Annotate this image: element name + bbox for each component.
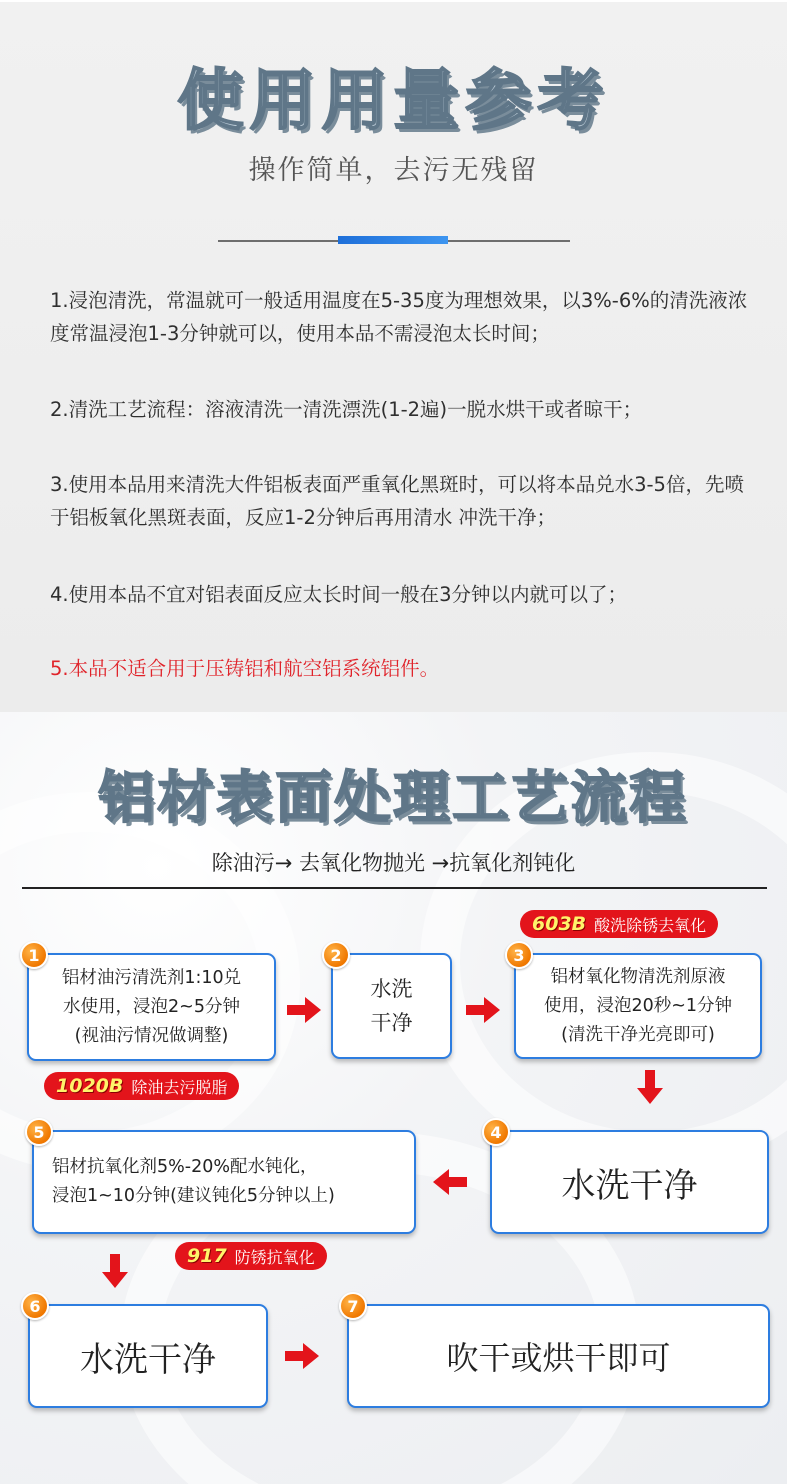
product-tag-label: 酸洗除锈去氧化: [594, 915, 707, 935]
process-step-1: [27, 953, 276, 1061]
step-text: 水洗干净: [561, 1165, 698, 1206]
usage-item-4: 4.使用本品不宜对铝表面反应太长时间一般在3分钟以内就可以了；: [50, 583, 628, 606]
arrow-down-icon: [102, 1254, 128, 1288]
usage-item-5-warning: 5.本品不适合用于压铸铝和航空铝系统铝件。: [50, 657, 440, 680]
process-step-2: [331, 953, 452, 1059]
divider-accent: [338, 236, 448, 244]
step-text: 水洗干净: [80, 1339, 216, 1380]
arrow-left-icon: [433, 1169, 467, 1195]
step-text: 水洗 干净: [370, 977, 413, 1035]
arrow-right-icon: [287, 997, 321, 1023]
process-step-4: [490, 1130, 769, 1234]
process-divider: [22, 887, 767, 889]
usage-title: 使用用量参考: [177, 62, 610, 139]
step-text: 铝材氧化物清洗剂原液 使用，浸泡20秒~1分钟 (清洗干净光亮即可): [543, 966, 733, 1045]
step-text: 铝材抗氧化剂5%-20%配水钝化， 浸泡1~10分钟(建议钝化5分钟以上): [52, 1157, 335, 1206]
usage-item-2: 2.清洗工艺流程：溶液清洗一清洗漂洗(1-2遍)一脱水烘干或者晾干；: [50, 398, 643, 421]
step-text: 铝材油污清洗剂1:10兑 水使用，浸泡2~5分钟 (视油污情况做调整): [61, 967, 242, 1046]
step-number-badge: 3: [505, 941, 533, 969]
arrow-right-icon: [285, 1343, 319, 1369]
step-number-badge: 6: [21, 1292, 49, 1320]
step-number-badge: 1: [20, 941, 48, 969]
usage-item-1: 1.浸泡清洗，常温就可一般适用温度在5-35度为理想效果，以3%-6%的清洗液浓度常温浸泡1-3分钟就可以，使用本品不需浸泡太长时间；: [50, 289, 748, 345]
product-code: 603B: [532, 913, 587, 935]
step-number-badge: 4: [482, 1118, 510, 1146]
product-tag-603b: [520, 910, 718, 938]
arrow-down-icon: [637, 1070, 663, 1104]
usage-section: [0, 0, 787, 712]
step-text: 吹干或烘干即可: [446, 1339, 671, 1377]
product-code: 917: [187, 1245, 227, 1267]
process-step-3: [514, 953, 762, 1059]
process-section: [0, 712, 787, 1484]
product-tag-1020b: [44, 1072, 239, 1100]
step-number-badge: 7: [339, 1292, 367, 1320]
process-step-5: [32, 1130, 416, 1234]
product-tag-917: [175, 1242, 327, 1270]
process-step-6: [28, 1304, 268, 1408]
arrow-right-icon: [466, 997, 500, 1023]
process-subtitle: 除油污→ 去氧化物抛光 →抗氧化剂钝化: [211, 851, 576, 875]
usage-item-3: 3.使用本品用来清洗大件铝板表面严重氧化黑斑时，可以将本品兑水3-5倍，先喷于铝板氧化黑斑表面，反应1-2分钟后再用清水 冲洗干净；: [50, 473, 744, 529]
product-tag-label: 防锈抗氧化: [234, 1247, 315, 1267]
product-tag-label: 除油去污脱脂: [131, 1077, 228, 1097]
product-code: 1020B: [56, 1075, 124, 1097]
step-number-badge: 2: [322, 941, 350, 969]
process-title: 铝材表面处理工艺流程: [98, 766, 689, 831]
process-step-7: [347, 1304, 770, 1408]
step-number-badge: 5: [25, 1118, 53, 1146]
usage-subtitle: 操作简单，去污无残留: [248, 155, 539, 186]
